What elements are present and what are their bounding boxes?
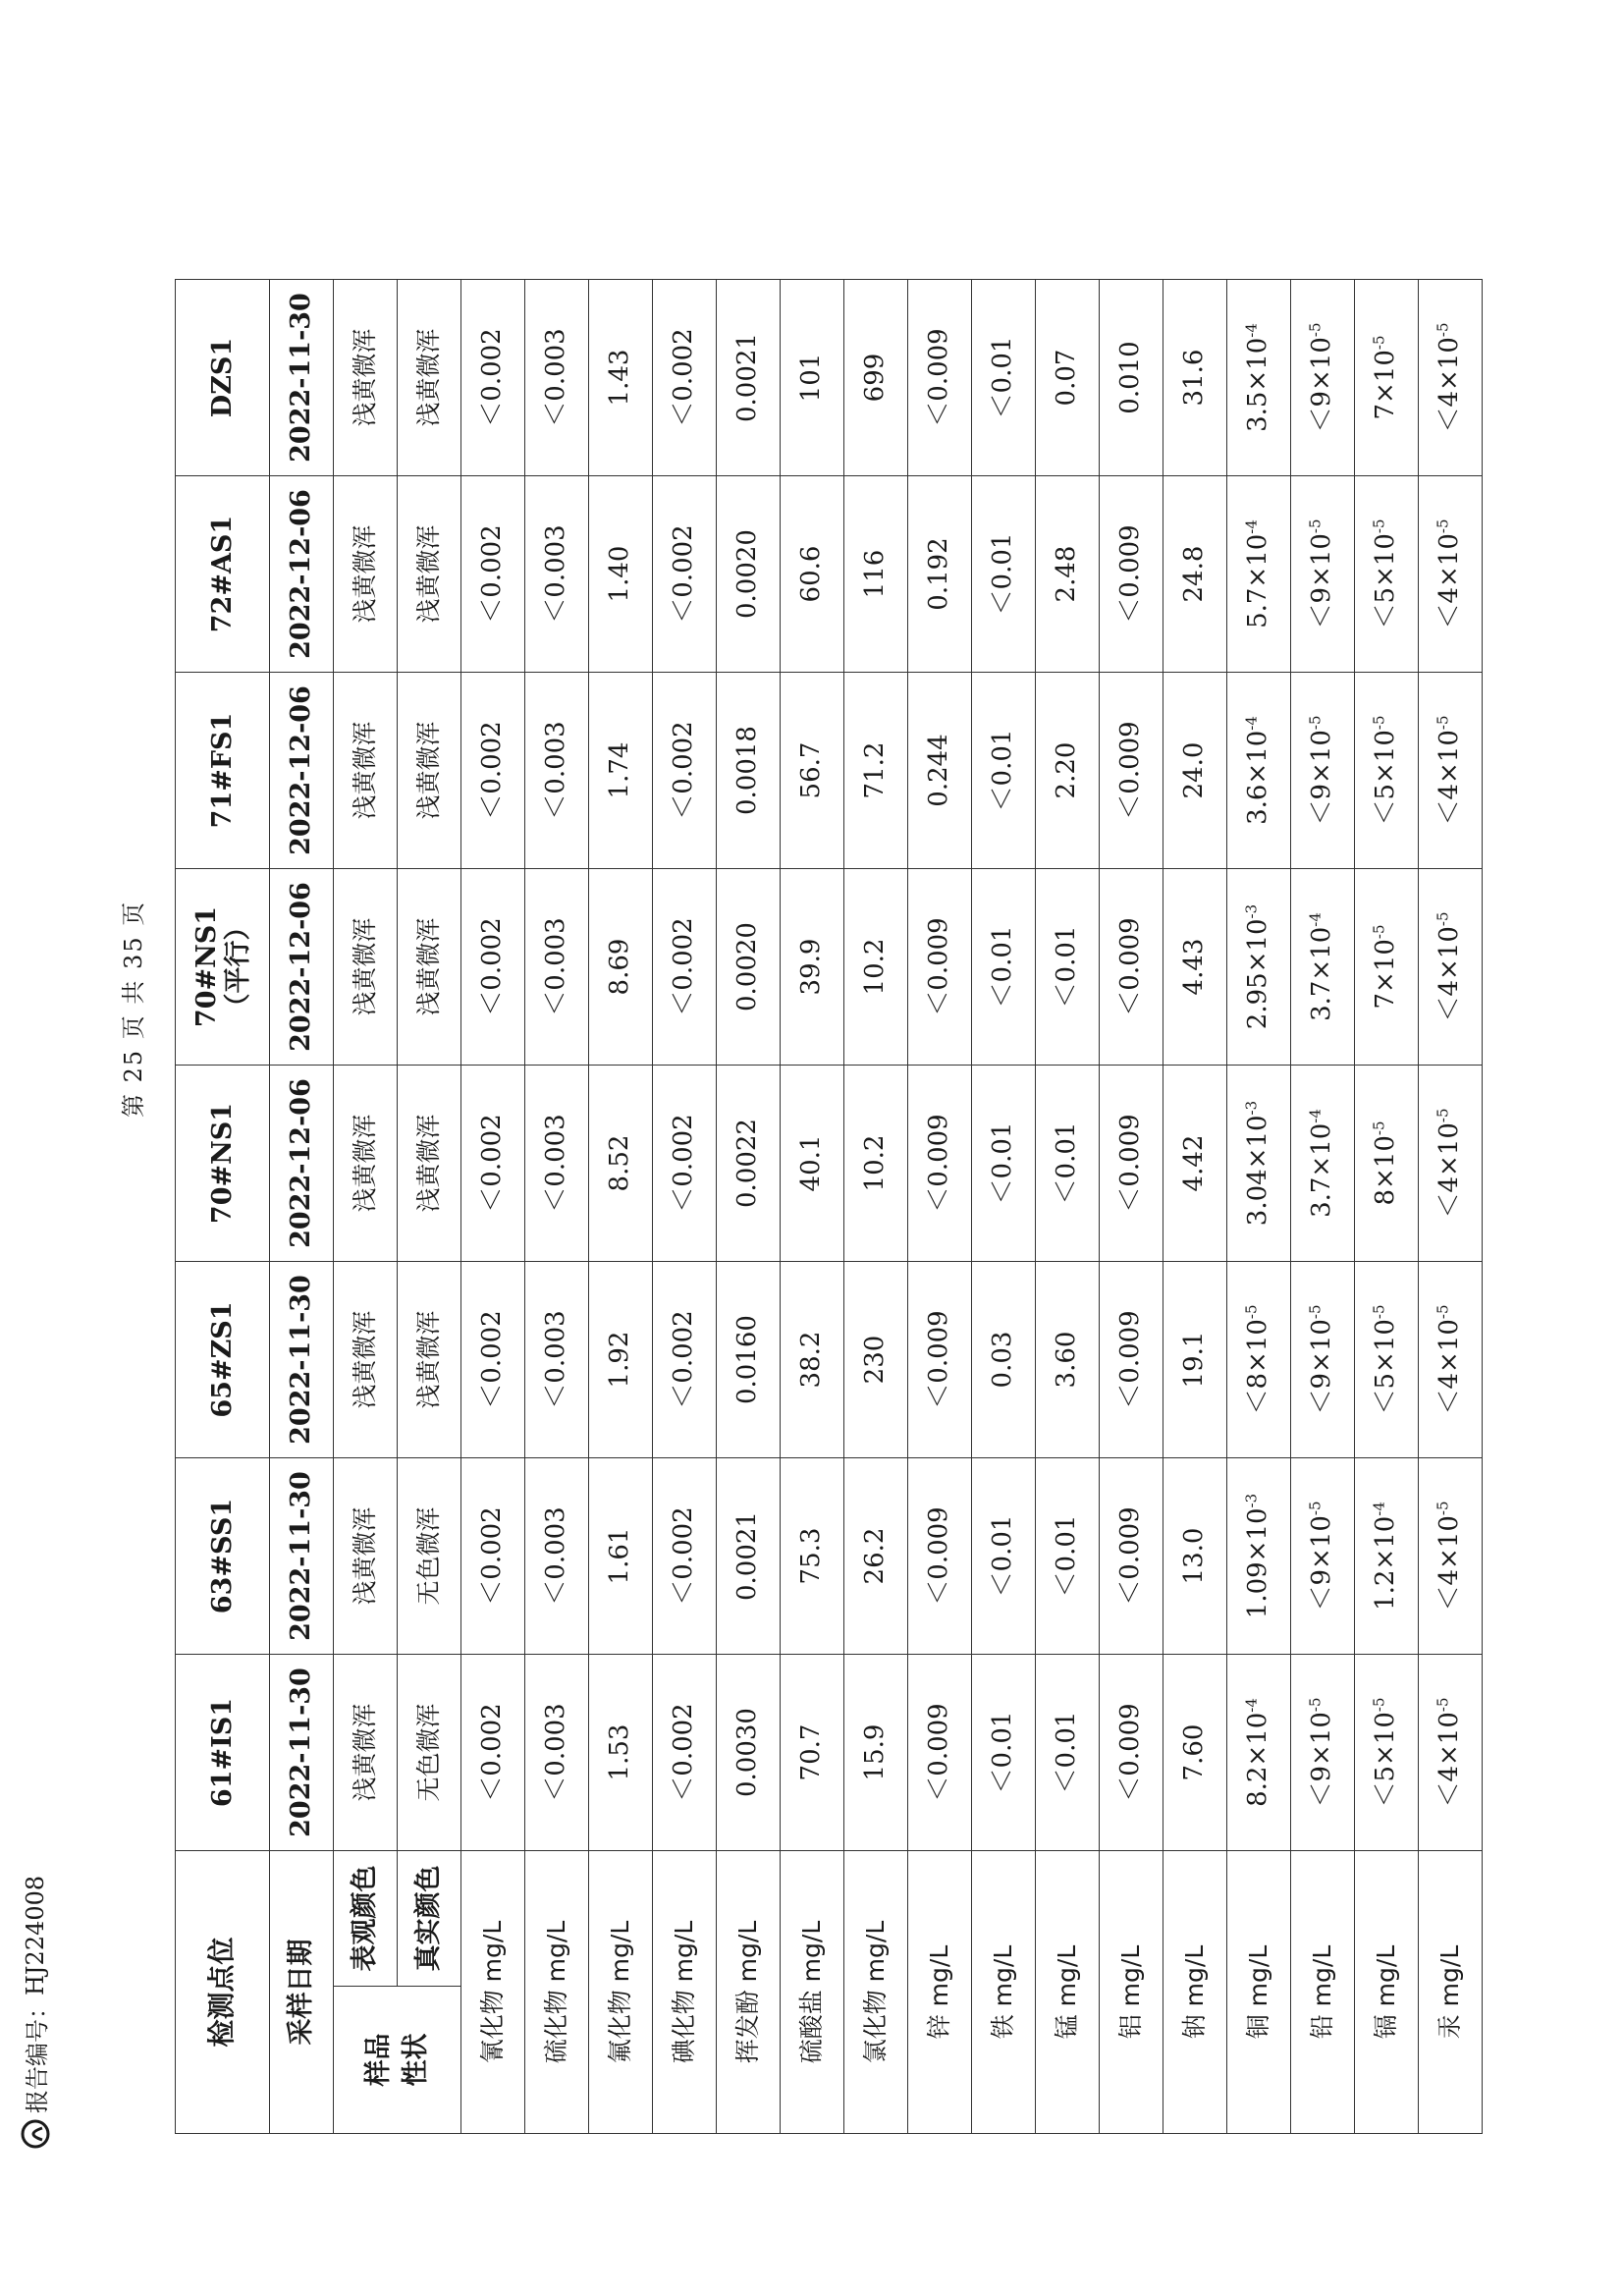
value-cell: 10.2 bbox=[844, 1066, 908, 1262]
value-cell bbox=[1355, 1066, 1419, 1262]
value-mantissa: ＜4×10 bbox=[1434, 533, 1465, 629]
true-color-cell: 无色微浑 bbox=[398, 1655, 461, 1851]
value-exponent: -4 bbox=[1242, 519, 1261, 534]
value-cell: 8.69 bbox=[589, 869, 653, 1066]
water-quality-table bbox=[175, 279, 1483, 2134]
apparent-color-cell: 浅黄微浑 bbox=[334, 673, 398, 869]
value-cell: ＜0.002 bbox=[461, 1066, 525, 1262]
site-name-cell: 61#IS1 bbox=[176, 1655, 270, 1851]
table-row bbox=[1419, 280, 1483, 2134]
value-cell: 10.2 bbox=[844, 869, 908, 1066]
value-cell: ＜0.01 bbox=[1036, 1066, 1100, 1262]
value-exponent: -5 bbox=[1434, 1501, 1452, 1516]
value-mantissa: ＜4×10 bbox=[1434, 1712, 1465, 1808]
value-mantissa: ＜5×10 bbox=[1371, 533, 1401, 629]
value-mantissa: ＜9×10 bbox=[1307, 533, 1337, 629]
value-cell: ＜0.01 bbox=[972, 280, 1036, 476]
value-cell: 0.0021 bbox=[717, 1458, 781, 1655]
value-cell: ＜0.009 bbox=[1100, 1262, 1163, 1458]
value-cell: ＜0.009 bbox=[1100, 1655, 1163, 1851]
value-mantissa: ＜5×10 bbox=[1371, 730, 1401, 826]
value-cell: 3.60 bbox=[1036, 1262, 1100, 1458]
table-row bbox=[589, 280, 653, 2134]
apparent-color-row bbox=[334, 280, 398, 2134]
value-mantissa: ＜4×10 bbox=[1434, 730, 1465, 826]
value-cell: 1.40 bbox=[589, 476, 653, 673]
value-cell: 40.1 bbox=[781, 1066, 844, 1262]
value-cell: ＜0.003 bbox=[525, 476, 589, 673]
value-cell: ＜0.002 bbox=[653, 476, 717, 673]
value-mantissa: ＜4×10 bbox=[1434, 1319, 1465, 1415]
value-cell: ＜0.009 bbox=[1100, 1458, 1163, 1655]
table-row bbox=[1227, 280, 1291, 2134]
report-number: HJ224008 bbox=[21, 1875, 49, 1995]
sample-date-cell: 2022-11-30 bbox=[270, 1655, 334, 1851]
parameter-label: 氯化物 mg/L bbox=[844, 1851, 908, 2134]
value-cell bbox=[1419, 1066, 1483, 1262]
value-mantissa: 3.7×10 bbox=[1307, 1122, 1337, 1218]
value-cell bbox=[1291, 280, 1355, 476]
site-name-cell: 70#NS1 bbox=[176, 1066, 270, 1262]
apparent-color-cell: 浅黄微浑 bbox=[334, 1655, 398, 1851]
sample-date-cell: 2022-11-30 bbox=[270, 1458, 334, 1655]
parameter-label: 镉 mg/L bbox=[1355, 1851, 1419, 2134]
table-row bbox=[1100, 280, 1163, 2134]
value-mantissa: ＜9×10 bbox=[1307, 730, 1337, 826]
value-cell: ＜0.009 bbox=[908, 1655, 972, 1851]
value-cell bbox=[1227, 476, 1291, 673]
value-exponent: -4 bbox=[1306, 912, 1325, 927]
value-mantissa: 1.09×10 bbox=[1243, 1507, 1273, 1619]
value-cell: 24.0 bbox=[1163, 673, 1227, 869]
value-exponent: -5 bbox=[1434, 715, 1452, 731]
value-cell: 19.1 bbox=[1163, 1262, 1227, 1458]
value-cell bbox=[1419, 1458, 1483, 1655]
value-cell: ＜0.009 bbox=[1100, 869, 1163, 1066]
value-cell bbox=[1291, 869, 1355, 1066]
table-row bbox=[653, 280, 717, 2134]
apparent-color-cell: 浅黄微浑 bbox=[334, 1066, 398, 1262]
header-row bbox=[176, 280, 270, 2134]
sample-date-cell: 2022-11-30 bbox=[270, 1262, 334, 1458]
company-logo-icon bbox=[21, 2119, 50, 2149]
site-name-cell: 71#FS1 bbox=[176, 673, 270, 869]
value-mantissa: ＜4×10 bbox=[1434, 1122, 1465, 1219]
site-name-cell: 70#NS1 （平行） bbox=[176, 869, 270, 1066]
value-cell bbox=[1291, 1655, 1355, 1851]
table-row bbox=[461, 280, 525, 2134]
value-exponent: -5 bbox=[1370, 1304, 1388, 1320]
value-cell: ＜0.009 bbox=[908, 280, 972, 476]
site-column-label: 检测点位 bbox=[176, 1851, 270, 2134]
value-mantissa: ＜5×10 bbox=[1371, 1319, 1401, 1415]
value-cell bbox=[1419, 1655, 1483, 1851]
value-cell bbox=[1355, 1655, 1419, 1851]
value-cell: ＜0.009 bbox=[908, 1066, 972, 1262]
true-color-label: 真实颜色 bbox=[398, 1851, 461, 1987]
value-exponent: -5 bbox=[1370, 715, 1388, 731]
value-exponent: -5 bbox=[1306, 519, 1325, 534]
value-cell: 0.0020 bbox=[717, 869, 781, 1066]
apparent-color-cell: 浅黄微浑 bbox=[334, 1458, 398, 1655]
table-row bbox=[1291, 280, 1355, 2134]
value-cell bbox=[1419, 280, 1483, 476]
true-color-row bbox=[398, 280, 461, 2134]
value-mantissa: 5.7×10 bbox=[1243, 533, 1273, 629]
value-mantissa: 8.2×10 bbox=[1243, 1712, 1273, 1807]
value-cell: ＜0.009 bbox=[908, 1458, 972, 1655]
value-cell: ＜0.009 bbox=[1100, 673, 1163, 869]
value-cell bbox=[1355, 476, 1419, 673]
value-exponent: -5 bbox=[1434, 1697, 1452, 1713]
value-cell: 0.0030 bbox=[717, 1655, 781, 1851]
value-exponent: -5 bbox=[1370, 1121, 1388, 1136]
table-row bbox=[1036, 280, 1100, 2134]
table-row bbox=[781, 280, 844, 2134]
value-cell: 1.43 bbox=[589, 280, 653, 476]
parameter-label: 汞 mg/L bbox=[1419, 1851, 1483, 2134]
parameter-label: 硫酸盐 mg/L bbox=[781, 1851, 844, 2134]
parameter-label: 氟化物 mg/L bbox=[589, 1851, 653, 2134]
value-cell: ＜0.002 bbox=[653, 1655, 717, 1851]
parameter-label: 铜 mg/L bbox=[1227, 1851, 1291, 2134]
value-exponent: -3 bbox=[1242, 1493, 1261, 1508]
value-cell: ＜0.002 bbox=[461, 1458, 525, 1655]
table-row bbox=[717, 280, 781, 2134]
sample-property-label: 样品性状 bbox=[334, 1987, 461, 2134]
value-cell bbox=[1291, 1458, 1355, 1655]
parameter-label: 钠 mg/L bbox=[1163, 1851, 1227, 2134]
value-exponent: -5 bbox=[1306, 1501, 1325, 1516]
value-cell: ＜0.01 bbox=[972, 673, 1036, 869]
value-mantissa: 1.2×10 bbox=[1371, 1515, 1401, 1611]
value-cell: 0.0021 bbox=[717, 280, 781, 476]
value-cell: 0.03 bbox=[972, 1262, 1036, 1458]
value-mantissa: ＜9×10 bbox=[1307, 337, 1337, 433]
value-exponent: -5 bbox=[1434, 322, 1452, 338]
value-mantissa: ＜5×10 bbox=[1371, 1712, 1401, 1808]
value-exponent: -5 bbox=[1434, 911, 1452, 927]
value-cell: ＜0.002 bbox=[653, 673, 717, 869]
value-mantissa: 8×10 bbox=[1371, 1135, 1401, 1206]
value-cell bbox=[1227, 673, 1291, 869]
true-color-cell: 浅黄微浑 bbox=[398, 476, 461, 673]
value-exponent: -3 bbox=[1242, 1100, 1261, 1116]
value-cell: 8.52 bbox=[589, 1066, 653, 1262]
parameter-label: 锰 mg/L bbox=[1036, 1851, 1100, 2134]
value-exponent: -4 bbox=[1242, 716, 1261, 731]
value-cell: 1.61 bbox=[589, 1458, 653, 1655]
value-cell bbox=[1227, 1262, 1291, 1458]
report-header bbox=[18, 1876, 52, 2149]
value-mantissa: 7×10 bbox=[1371, 939, 1401, 1010]
value-exponent: -4 bbox=[1306, 1109, 1325, 1123]
value-cell: ＜0.002 bbox=[653, 1262, 717, 1458]
value-exponent: -5 bbox=[1306, 1697, 1325, 1713]
value-mantissa: 2.95×10 bbox=[1243, 918, 1273, 1030]
sample-date-cell: 2022-12-06 bbox=[270, 1066, 334, 1262]
value-mantissa: ＜4×10 bbox=[1434, 1515, 1465, 1612]
value-cell: 0.07 bbox=[1036, 280, 1100, 476]
value-cell: ＜0.002 bbox=[461, 1655, 525, 1851]
parameter-label: 铅 mg/L bbox=[1291, 1851, 1355, 2134]
value-cell bbox=[1355, 1458, 1419, 1655]
value-exponent: -5 bbox=[1370, 519, 1388, 534]
table-row bbox=[1163, 280, 1227, 2134]
value-mantissa: ＜9×10 bbox=[1307, 1712, 1337, 1808]
value-cell: ＜0.003 bbox=[525, 1655, 589, 1851]
value-cell: ＜0.009 bbox=[908, 1262, 972, 1458]
value-cell: 75.3 bbox=[781, 1458, 844, 1655]
value-cell: 60.6 bbox=[781, 476, 844, 673]
site-name-cell: 65#ZS1 bbox=[176, 1262, 270, 1458]
value-cell: 38.2 bbox=[781, 1262, 844, 1458]
value-exponent: -5 bbox=[1306, 715, 1325, 731]
value-cell: ＜0.003 bbox=[525, 1262, 589, 1458]
value-cell bbox=[1419, 1262, 1483, 1458]
sample-date-cell: 2022-12-06 bbox=[270, 476, 334, 673]
value-cell: ＜0.003 bbox=[525, 1458, 589, 1655]
parameter-label: 锌 mg/L bbox=[908, 1851, 972, 2134]
site-name-cell: DZS1 bbox=[176, 280, 270, 476]
value-cell: 1.74 bbox=[589, 673, 653, 869]
value-mantissa: ＜9×10 bbox=[1307, 1319, 1337, 1415]
value-cell: 230 bbox=[844, 1262, 908, 1458]
value-cell: ＜0.009 bbox=[1100, 1066, 1163, 1262]
value-cell bbox=[1419, 869, 1483, 1066]
value-cell: ＜0.002 bbox=[461, 476, 525, 673]
value-cell bbox=[1355, 673, 1419, 869]
value-exponent: -5 bbox=[1434, 1304, 1452, 1320]
value-cell: ＜0.002 bbox=[653, 1066, 717, 1262]
value-cell: ＜0.01 bbox=[972, 869, 1036, 1066]
value-cell: 7.60 bbox=[1163, 1655, 1227, 1851]
value-cell: 116 bbox=[844, 476, 908, 673]
parameter-label: 铁 mg/L bbox=[972, 1851, 1036, 2134]
true-color-cell: 浅黄微浑 bbox=[398, 280, 461, 476]
value-cell: 13.0 bbox=[1163, 1458, 1227, 1655]
value-cell: ＜0.003 bbox=[525, 673, 589, 869]
value-cell: 26.2 bbox=[844, 1458, 908, 1655]
value-cell bbox=[1355, 869, 1419, 1066]
parameter-label: 挥发酚 mg/L bbox=[717, 1851, 781, 2134]
report-number-label: 报告编号： bbox=[24, 1995, 51, 2113]
value-cell: ＜0.01 bbox=[1036, 1458, 1100, 1655]
value-mantissa: ＜4×10 bbox=[1434, 337, 1465, 433]
value-cell: ＜0.01 bbox=[972, 1655, 1036, 1851]
value-cell: 699 bbox=[844, 280, 908, 476]
value-exponent: -5 bbox=[1370, 1697, 1388, 1713]
value-exponent: -4 bbox=[1370, 1502, 1388, 1516]
parameter-label: 硫化物 mg/L bbox=[525, 1851, 589, 2134]
true-color-cell: 浅黄微浑 bbox=[398, 673, 461, 869]
value-exponent: -4 bbox=[1242, 1698, 1261, 1713]
value-cell: 24.8 bbox=[1163, 476, 1227, 673]
value-cell: 0.244 bbox=[908, 673, 972, 869]
value-mantissa: 3.6×10 bbox=[1243, 730, 1273, 825]
value-mantissa: 7×10 bbox=[1371, 350, 1401, 420]
value-exponent: -5 bbox=[1306, 1304, 1325, 1320]
value-cell: 0.010 bbox=[1100, 280, 1163, 476]
value-cell: 4.43 bbox=[1163, 869, 1227, 1066]
value-mantissa: 3.04×10 bbox=[1243, 1115, 1273, 1227]
sample-date-cell: 2022-12-06 bbox=[270, 673, 334, 869]
value-cell: ＜0.003 bbox=[525, 869, 589, 1066]
value-cell: 2.48 bbox=[1036, 476, 1100, 673]
value-mantissa: ＜8×10 bbox=[1243, 1319, 1273, 1415]
value-cell: 4.42 bbox=[1163, 1066, 1227, 1262]
value-mantissa: 3.7×10 bbox=[1307, 926, 1337, 1021]
value-cell: ＜0.002 bbox=[653, 869, 717, 1066]
value-cell: ＜0.003 bbox=[525, 1066, 589, 1262]
value-exponent: -5 bbox=[1434, 519, 1452, 534]
value-cell bbox=[1291, 1066, 1355, 1262]
value-cell: 39.9 bbox=[781, 869, 844, 1066]
value-cell bbox=[1355, 280, 1419, 476]
value-cell: ＜0.01 bbox=[972, 1458, 1036, 1655]
site-name-cell: 72#AS1 bbox=[176, 476, 270, 673]
parameter-label: 铝 mg/L bbox=[1100, 1851, 1163, 2134]
value-mantissa: 3.5×10 bbox=[1243, 337, 1273, 432]
value-cell: 0.192 bbox=[908, 476, 972, 673]
site-name-cell: 63#SS1 bbox=[176, 1458, 270, 1655]
value-cell: 70.7 bbox=[781, 1655, 844, 1851]
value-exponent: -5 bbox=[1370, 335, 1388, 351]
value-cell: 56.7 bbox=[781, 673, 844, 869]
value-cell: 2.20 bbox=[1036, 673, 1100, 869]
value-cell: ＜0.002 bbox=[653, 1458, 717, 1655]
value-cell: ＜0.01 bbox=[1036, 869, 1100, 1066]
table-row bbox=[844, 280, 908, 2134]
value-exponent: -5 bbox=[1306, 322, 1325, 338]
date-row bbox=[270, 280, 334, 2134]
true-color-cell: 浅黄微浑 bbox=[398, 1066, 461, 1262]
true-color-cell: 无色微浑 bbox=[398, 1458, 461, 1655]
value-cell bbox=[1227, 1066, 1291, 1262]
apparent-color-cell: 浅黄微浑 bbox=[334, 476, 398, 673]
value-cell bbox=[1291, 673, 1355, 869]
apparent-color-cell: 浅黄微浑 bbox=[334, 869, 398, 1066]
value-cell bbox=[1227, 1655, 1291, 1851]
value-cell: ＜0.002 bbox=[461, 280, 525, 476]
value-cell: 0.0020 bbox=[717, 476, 781, 673]
value-cell: ＜0.003 bbox=[525, 280, 589, 476]
value-exponent: -3 bbox=[1242, 903, 1261, 919]
value-cell bbox=[1227, 1458, 1291, 1655]
true-color-cell: 浅黄微浑 bbox=[398, 1262, 461, 1458]
sample-date-cell: 2022-11-30 bbox=[270, 280, 334, 476]
value-cell bbox=[1291, 1262, 1355, 1458]
apparent-color-cell: 浅黄微浑 bbox=[334, 1262, 398, 1458]
table-row bbox=[972, 280, 1036, 2134]
value-exponent: -5 bbox=[1370, 924, 1388, 940]
value-exponent: -5 bbox=[1242, 1304, 1261, 1320]
value-cell: ＜0.01 bbox=[972, 476, 1036, 673]
apparent-color-label: 表观颜色 bbox=[334, 1851, 398, 1987]
value-cell: ＜0.002 bbox=[653, 280, 717, 476]
value-cell: ＜0.002 bbox=[461, 869, 525, 1066]
value-cell: 101 bbox=[781, 280, 844, 476]
sample-date-label: 采样日期 bbox=[270, 1851, 334, 2134]
value-cell: 31.6 bbox=[1163, 280, 1227, 476]
value-cell: ＜0.002 bbox=[461, 673, 525, 869]
value-cell: ＜0.01 bbox=[972, 1066, 1036, 1262]
value-mantissa: ＜9×10 bbox=[1307, 1515, 1337, 1612]
value-cell bbox=[1355, 1262, 1419, 1458]
parameter-label: 碘化物 mg/L bbox=[653, 1851, 717, 2134]
value-cell bbox=[1227, 280, 1291, 476]
value-mantissa: ＜4×10 bbox=[1434, 926, 1465, 1022]
value-cell bbox=[1291, 476, 1355, 673]
table-row bbox=[1355, 280, 1419, 2134]
value-cell bbox=[1419, 476, 1483, 673]
value-cell: 1.53 bbox=[589, 1655, 653, 1851]
sample-date-cell: 2022-12-06 bbox=[270, 869, 334, 1066]
value-cell: ＜0.009 bbox=[908, 869, 972, 1066]
value-cell bbox=[1227, 869, 1291, 1066]
value-cell: 0.0018 bbox=[717, 673, 781, 869]
page-counter: 第 25 页 共 35 页 bbox=[120, 900, 147, 1118]
table-row bbox=[908, 280, 972, 2134]
value-cell: ＜0.009 bbox=[1100, 476, 1163, 673]
apparent-color-cell: 浅黄微浑 bbox=[334, 280, 398, 476]
value-cell: 1.92 bbox=[589, 1262, 653, 1458]
value-exponent: -5 bbox=[1434, 1108, 1452, 1123]
value-cell: 0.0022 bbox=[717, 1066, 781, 1262]
value-exponent: -4 bbox=[1242, 323, 1261, 338]
value-cell: ＜0.002 bbox=[461, 1262, 525, 1458]
table-row bbox=[525, 280, 589, 2134]
value-cell: 15.9 bbox=[844, 1655, 908, 1851]
value-cell: 71.2 bbox=[844, 673, 908, 869]
value-cell bbox=[1419, 673, 1483, 869]
parameter-label: 氰化物 mg/L bbox=[461, 1851, 525, 2134]
value-cell: ＜0.01 bbox=[1036, 1655, 1100, 1851]
true-color-cell: 浅黄微浑 bbox=[398, 869, 461, 1066]
value-cell: 0.0160 bbox=[717, 1262, 781, 1458]
